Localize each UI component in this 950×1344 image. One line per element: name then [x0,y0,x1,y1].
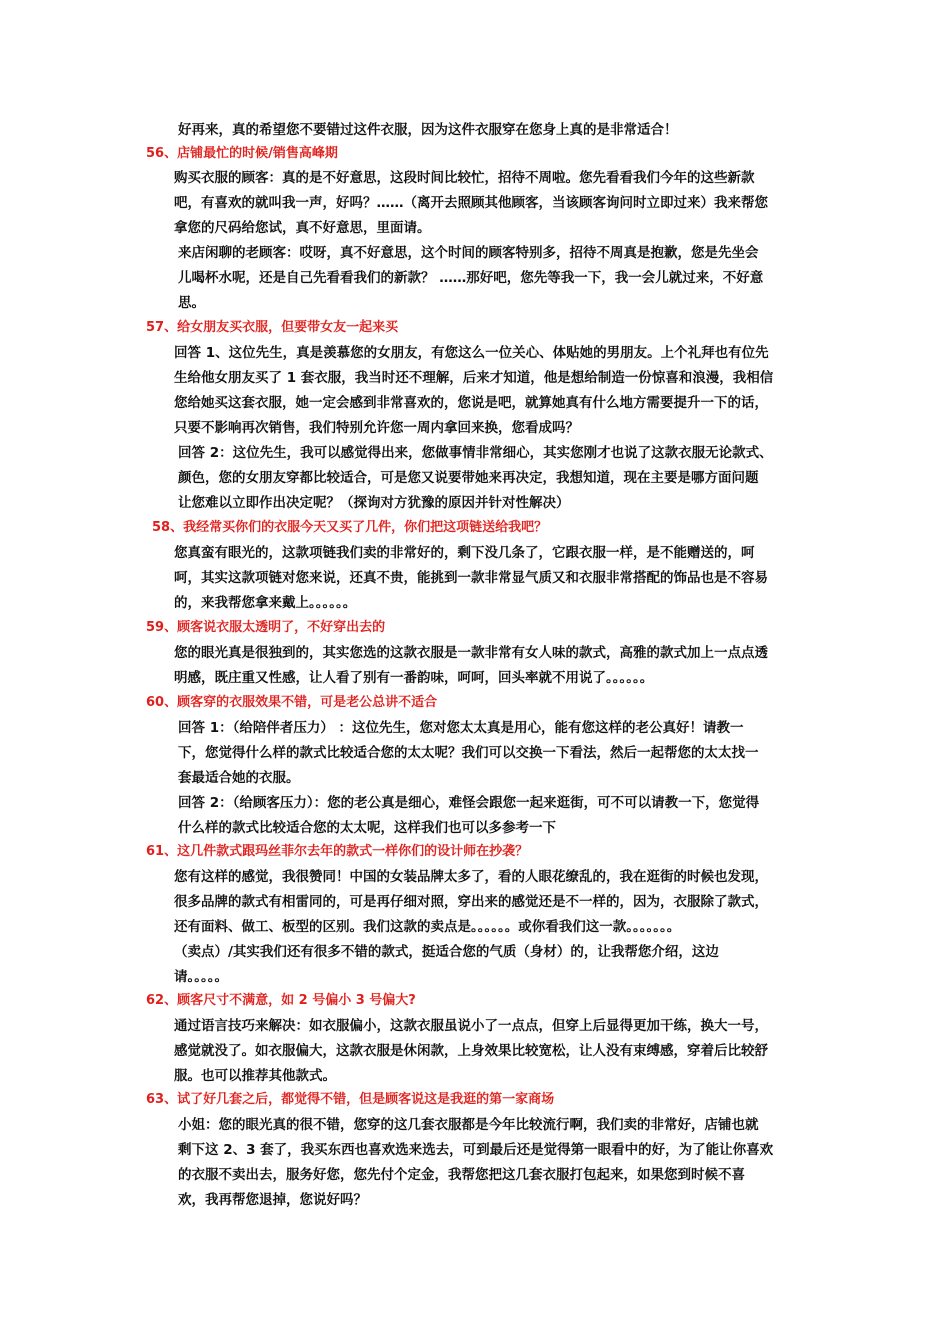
body-text-line: 让您难以立即作出决定呢？（探询对方犹豫的原因并针对性解决） [178,495,570,511]
body-text-line: 下，您觉得什么样的款式比较适合您的太太呢？我们可以交换一下看法，然后一起帮您的太太找一 [178,745,759,761]
body-text-line: 只要不影响再次销售，我们特别允许您一周内拿回来换，您看成吗？ [174,420,579,436]
body-text-line: 来店闲聊的老顾客：哎呀，真不好意思，这个时间的顾客特别多，招待不周真是抱歉，您是先坐会 [178,245,759,261]
body-text-line: 回答 1：（给陪伴者压力） ：这位先生，您对您太太真是用心，能有您这样的老公真好！请教一 [178,720,744,736]
body-text-line: 明感，既庄重又性感，让人看了别有一番韵味，呵呵，回头率就不用说了。。。。。。 [174,670,654,686]
body-text-line: 的衣服不卖出去，服务好您，您先付个定金，我帮您把这几套衣服打包起来，如果您到时候不喜 [178,1167,745,1183]
body-text-line: 回答 2：这位先生，我可以感觉得出来，您做事情非常细心，其实您刚才也说了这款衣服无论款式、 [178,445,773,461]
body-text-line: 吧，有喜欢的就叫我一声，好吗？……（离开去照顾其他顾客，当该顾客询问时立即过来）我来帮您 [174,195,768,211]
section-heading: 59、顾客说衣服太透明了，不好穿出去的 [146,620,386,635]
body-text-line: 的，来我帮您拿来戴上。。。。。。 [174,595,357,611]
body-text-line: 小姐：您的眼光真的很不错，您穿的这几套衣服都是今年比较流行啊，我们卖的非常好，店铺也就 [178,1117,759,1133]
body-text-line: 还有面料、做工、板型的区别。我们这款的卖点是。。。。。。或你看我们这一款。。。。。。。 [174,919,681,935]
body-text-line: 您给她买这套衣服，她一定会感到非常喜欢的，您说是吧，就算她真有什么地方需要提升一下的话， [174,395,768,411]
body-text-line: 请。。。。。 [174,969,228,985]
section-heading: 62、顾客尺寸不满意，如 2 号偏小 3 号偏大? [146,993,416,1008]
section-heading: 61、这几件款式跟玛丝菲尔去年的款式一样你们的设计师在抄袭？ [146,844,529,859]
body-text-line: 什么样的款式比较适合您的太太呢，这样我们也可以多参考一下 [178,820,556,836]
body-text-line: 好再来，真的希望您不要错过这件衣服，因为这件衣服穿在您身上真的是非常适合！ [178,122,678,138]
body-text-line: 很多品牌的款式有相雷同的，可是再仔细对照，穿出来的感觉还是不一样的，因为，衣服除了款式， [174,894,768,910]
section-heading: 56、店铺最忙的时候/销售高峰期 [146,146,338,161]
section-heading: 58、我经常买你们的衣服今天又买了几件，你们把这项链送给我吧？ [152,520,548,535]
body-text-line: 回答 1、这位先生，真是羡慕您的女朋友，有您这么一位关心、体贴她的男朋友。上个礼拜也有位先 [174,345,769,361]
body-text-line: 购买衣服的顾客：真的是不好意思，这段时间比较忙，招待不周啦。您先看看我们今年的这些新款 [174,170,755,186]
body-text-line: 套最适合她的衣服。 [178,770,300,786]
section-heading: 57、给女朋友买衣服，但要带女友一起来买 [146,320,399,335]
body-text-line: 生给他女朋友买了 1 套衣服，我当时还不理解，后来才知道，他是想给制造一份惊喜和浪漫，我相信 [174,370,774,386]
body-text-line: 拿您的尺码给您试，真不好意思，里面请。 [174,220,431,236]
section-heading: 63、试了好几套之后，都觉得不错，但是顾客说这是我逛的第一家商场 [146,1092,555,1107]
body-text-line: 您有这样的感觉，我很赞同！中国的女装品牌太多了，看的人眼花缭乱的，我在逛街的时候也发现， [174,869,768,885]
body-text-line: 思。 [178,295,205,311]
body-text-line: 通过语言技巧来解决：如衣服偏小，这款衣服虽说小了一点点，但穿上后显得更加干练，换大一号， [174,1018,768,1034]
body-text-line: 欢，我再帮您退掉，您说好吗？ [178,1192,367,1208]
body-text-line: 呵，其实这款项链对您来说，还真不贵，能挑到一款非常显气质又和衣服非常搭配的饰品也是不容易 [174,570,768,586]
body-text-line: 您的眼光真是很独到的，其实您选的这款衣服是一款非常有女人味的款式，高雅的款式加上一点点透 [174,645,768,661]
body-text-line: 儿喝杯水呢，还是自己先看看我们的新款？ ……那好吧，您先等我一下，我一会儿就过来，不好意 [178,270,764,286]
body-text-line: 服。也可以推荐其他款式。 [174,1068,336,1084]
body-text-line: 颜色，您的女朋友穿都比较适合，可是您又说要带她来再决定，我想知道，现在主要是哪方面问题 [178,470,759,486]
body-text-line: 您真蛮有眼光的，这款项链我们卖的非常好的，剩下没几条了，它跟衣服一样，是不能赠送的，呵 [174,545,755,561]
body-text-line: 感觉就没了。如衣服偏大，这款衣服是休闲款，上身效果比较宽松，让人没有束缚感，穿着后比较舒 [174,1043,768,1059]
body-text-line: （卖点）/其实我们还有很多不错的款式，挺适合您的气质（身材）的，让我帮您介绍，这边 [174,944,719,960]
body-text-line: 剩下这 2、3 套了，我买东西也喜欢选来选去，可到最后还是觉得第一眼看中的好，为了能让你喜欢 [178,1142,774,1158]
section-heading: 60、顾客穿的衣服效果不错，可是老公总讲不适合 [146,695,438,710]
body-text-line: 回答 2：（给顾客压力）：您的老公真是细心，难怪会跟您一起来逛街，可不可以请教一下，您觉得 [178,795,760,811]
